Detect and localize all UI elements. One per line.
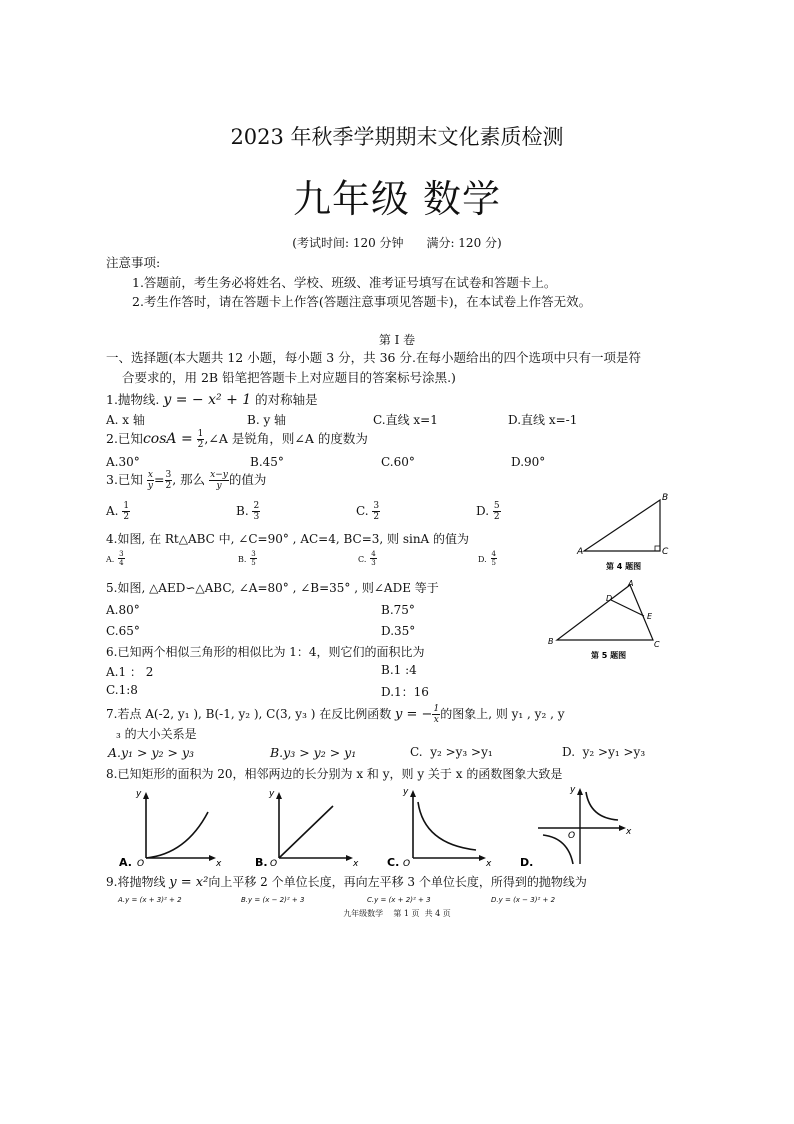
q8d-curve-q1 — [586, 792, 618, 820]
q3-option-a-frac — [122, 501, 130, 522]
q5-label-c: C — [654, 640, 660, 649]
q4-option-c-frac — [370, 550, 376, 567]
q2-option-b: B.45° — [250, 455, 284, 469]
exam-info: (考试时间: 120 分钟 满分: 120 分) — [292, 236, 502, 250]
q3-od-num: 5 — [493, 501, 500, 511]
q4-ob-den: 5 — [251, 559, 256, 567]
question-5: 5.如图, △AED∽△ABC, ∠A=80° , ∠B=35° , 则∠ADE 等于 — [106, 581, 439, 595]
q8-graph-d — [518, 780, 638, 870]
q8-graph-c — [386, 780, 496, 868]
q8d-y-arrow — [577, 788, 583, 795]
q8b-y-label: y — [269, 789, 275, 799]
q3-option-d — [476, 501, 501, 522]
q6-option-a: A.1 ： 2 — [106, 665, 154, 679]
q8c-curve — [418, 802, 476, 850]
q1-option-b: B. y 轴 — [247, 413, 287, 427]
q8d-label: D. — [520, 856, 534, 869]
q3-fraction-xy — [147, 470, 154, 491]
q8b-x-label: x — [353, 859, 359, 868]
q5-caption: 第 5 题图 — [591, 651, 627, 660]
q8b-x-arrow — [346, 855, 353, 861]
q4-option-c — [358, 550, 377, 567]
q2-cos: cosA = — [142, 431, 193, 447]
q7-option-b: B.y₃ > y₂ > y₁ — [270, 745, 357, 760]
q3-f1-den: y — [147, 481, 154, 491]
q7-den: x — [433, 715, 439, 725]
q9-formula: y = x² — [169, 875, 209, 890]
q1-prefix: 1.抛物线. — [106, 392, 160, 407]
q7-prefix: 7.若点 A(-2, y₁ ), B(-1, y₂ ), C(3, y₃ ) 在反比例函数 — [106, 707, 392, 721]
section-instructions-cont: 合要求的，用 2B 铅笔把答题卡上对应题目的答案标号涂黑.) — [122, 370, 456, 385]
q4-option-a-frac — [118, 550, 124, 567]
q8-graph-a — [116, 782, 226, 868]
q2-numerator: 1 — [197, 429, 204, 439]
q5-label-b: B — [548, 637, 554, 646]
q1-formula: y = − x² + 1 — [163, 392, 252, 408]
q6-option-d: D.1：16 — [381, 685, 429, 699]
q8c-origin: O — [403, 859, 411, 868]
q7-suffix: 的图象上, 则 y₁ , y₂ , y — [440, 707, 565, 721]
q4-option-d-label: D. — [478, 555, 487, 564]
q5-option-a: A.80° — [106, 603, 140, 617]
q4-od-den: 5 — [491, 559, 496, 567]
q4-ob-num: 3 — [251, 550, 256, 558]
q1-option-d: D.直线 x=-1 — [508, 413, 578, 427]
question-2 — [106, 429, 368, 450]
notice-heading: 注意事项: — [106, 255, 161, 270]
q8d-y-label: y — [570, 785, 576, 795]
q4-oa-den: 4 — [119, 559, 124, 567]
q4-figure — [574, 490, 674, 572]
q3-equals: = — [154, 472, 165, 487]
q8a-y-label: y — [136, 789, 142, 799]
q4-oc-num: 4 — [371, 550, 376, 558]
q2-option-c: C.60° — [381, 455, 415, 469]
q7-option-a: A.y₁ > y₂ > y₃ — [108, 745, 195, 760]
q4-od-num: 4 — [491, 550, 496, 558]
q5-label-e: E — [647, 612, 653, 621]
q9-suffix: 向上平移 2 个单位长度，再向左平移 3 个单位长度，所得到的抛物线为 — [208, 875, 587, 889]
q4-option-c-label: C. — [358, 555, 367, 564]
q8c-y-arrow — [410, 790, 416, 797]
q2-denominator: 2 — [197, 440, 204, 450]
question-6: 6.已知两个相似三角形的相似比为 1：4，则它们的面积比为 — [106, 645, 425, 659]
q8a-label: A. — [119, 856, 132, 868]
page-title: 九年级 数学 — [292, 177, 502, 221]
q3-f1-num: x — [147, 470, 153, 480]
q4-option-a — [106, 550, 125, 567]
q7-function: y = − — [395, 707, 433, 722]
q4-caption: 第 4 题图 — [606, 562, 642, 571]
q5-label-a: A — [628, 579, 634, 588]
section-instructions: 一、选择题(本大题共 12 小题，每小题 3 分，共 36 分.在每小题给出的四个选项中只有一项是符 — [106, 350, 641, 365]
question-7-cont: ₃ 的大小关系是 — [116, 727, 197, 741]
q3-suffix: 的值为 — [228, 472, 267, 487]
q5-label-d: D — [606, 594, 613, 603]
q8d-x-label: x — [626, 827, 632, 837]
q3-option-d-label: D. — [476, 504, 490, 518]
q3-option-a-label: A. — [106, 504, 119, 518]
q3-option-a — [106, 501, 130, 522]
q4-option-d-frac — [491, 550, 497, 567]
q4-right-angle-mark — [655, 546, 660, 551]
q6-option-c: C.1:8 — [106, 683, 138, 697]
q8b-line — [279, 806, 333, 858]
q3-oc-num: 3 — [373, 501, 380, 511]
q6-option-b: B.1 :4 — [381, 663, 417, 677]
q9-prefix: 9.将抛物线 — [106, 875, 166, 889]
q8d-origin: O — [568, 831, 576, 841]
q4-option-b — [238, 550, 257, 567]
q3-mid: , 那么 — [172, 472, 206, 487]
q7-num: 1 — [433, 704, 440, 714]
q3-oa-den: 2 — [123, 512, 130, 522]
q4-label-b: B — [662, 493, 669, 503]
q8b-label: B. — [255, 856, 268, 868]
q4-option-b-frac — [250, 550, 256, 567]
q3-option-c — [356, 501, 380, 522]
q3-f2-num: 3 — [165, 470, 172, 480]
q1-suffix: 的对称轴是 — [255, 392, 318, 407]
question-1 — [106, 390, 318, 408]
question-9 — [106, 873, 587, 890]
q8c-y-label: y — [403, 787, 409, 797]
q4-oc-den: 3 — [371, 559, 376, 567]
q5-triangle-abc — [557, 585, 653, 640]
q3-ob-num: 2 — [253, 501, 260, 511]
q9-option-d: D.y = (x − 3)² + 2 — [491, 896, 556, 904]
q5-figure — [543, 578, 668, 660]
q3-option-b-label: B. — [236, 504, 249, 518]
q1-option-c: C.直线 x=1 — [373, 413, 438, 427]
q4-option-b-label: B. — [238, 555, 247, 564]
q8-graph-b — [253, 782, 363, 868]
notice-item: 2.考生作答时，请在答题卡上作答(答题注意事项见答题卡)，在本试卷上作答无效。 — [132, 294, 592, 309]
q5-option-c: C.65° — [106, 624, 140, 638]
question-7 — [106, 704, 564, 725]
q3-option-c-label: C. — [356, 504, 369, 518]
page-footer: 九年级数学 第 1 页 共 4 页 — [343, 909, 451, 918]
q3-option-d-frac — [493, 501, 501, 522]
q2-option-d: D.90° — [511, 455, 546, 469]
q3-oa-num: 1 — [123, 501, 130, 511]
q9-option-b: B.y = (x − 2)² + 3 — [241, 896, 305, 904]
section-title: 第 I 卷 — [378, 333, 416, 347]
question-8: 8.已知矩形的面积为 20，相邻两边的长分别为 x 和 y，则 y 关于 x 的函数图象大致是 — [106, 767, 563, 781]
q3-f3-num: x−y — [210, 470, 228, 480]
q3-od-den: 2 — [493, 512, 500, 522]
q3-fraction-expr — [209, 470, 229, 491]
q3-f3-den: y — [216, 481, 222, 491]
q7-option-c: C. y₂ >y₃ >y₁ — [410, 745, 493, 759]
q4-label-a: A — [577, 547, 584, 557]
q3-oc-den: 2 — [373, 512, 380, 522]
q8a-curve — [146, 812, 208, 858]
q3-option-b — [236, 501, 260, 522]
q9-option-c: C.y = (x + 2)² + 3 — [367, 896, 431, 904]
question-3 — [106, 470, 266, 491]
q9-option-a: A.y = (x + 3)² + 2 — [118, 896, 182, 904]
q2-suffix: ,∠A 是锐角，则∠A 的度数为 — [204, 431, 368, 446]
q8c-x-arrow — [479, 855, 486, 861]
q1-option-a: A. x 轴 — [106, 413, 145, 427]
q8a-x-label: x — [216, 859, 222, 868]
q8c-x-label: x — [486, 859, 492, 868]
q4-triangle — [584, 500, 660, 551]
q2-option-a: A.30° — [106, 455, 140, 469]
q2-prefix: 2.已知 — [106, 431, 143, 446]
q4-option-d — [478, 550, 497, 567]
q8a-y-arrow — [143, 792, 149, 799]
exam-subtitle: 2023 年秋季学期期末文化素质检测 — [230, 125, 564, 149]
q8a-x-arrow — [209, 855, 216, 861]
question-4: 4.如图, 在 Rt△ABC 中, ∠C=90° , AC=4, BC=3, 则 sinA 的值为 — [106, 532, 470, 546]
q8d-x-arrow — [619, 825, 626, 831]
q4-option-a-label: A. — [106, 555, 115, 564]
q3-ob-den: 3 — [253, 512, 260, 522]
q3-prefix: 3.已知 — [106, 472, 143, 487]
q7-option-d: D. y₂ >y₁ >y₃ — [562, 745, 646, 759]
q4-label-c: C — [662, 547, 669, 557]
q4-oa-num: 3 — [119, 550, 124, 558]
q5-option-d: D.35° — [381, 624, 416, 638]
q5-option-b: B.75° — [381, 603, 415, 617]
q8b-origin: O — [270, 859, 278, 868]
q3-option-c-frac — [372, 501, 380, 522]
q8c-label: C. — [387, 856, 400, 868]
notice-item: 1.答题前，考生务必将姓名、学校、班级、准考证号填写在试卷和答题卡上。 — [132, 275, 557, 290]
q8a-origin: O — [137, 859, 145, 868]
q3-f2-den: 2 — [165, 481, 172, 491]
q8b-y-arrow — [276, 792, 282, 799]
q3-option-b-frac — [252, 501, 260, 522]
